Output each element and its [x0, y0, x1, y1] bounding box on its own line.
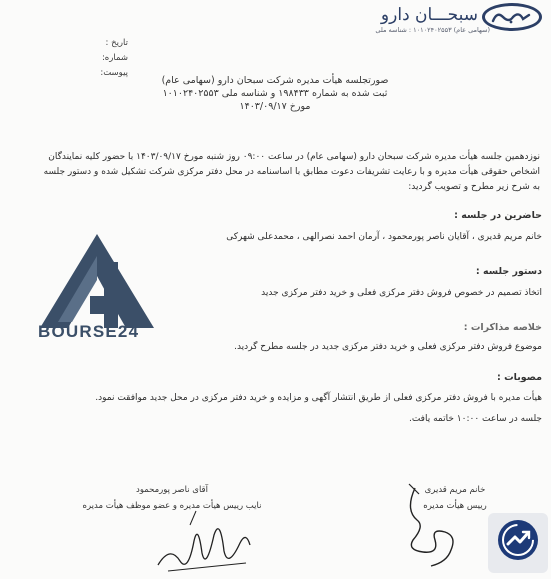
agenda-heading: دستور جلسه :	[475, 266, 542, 277]
attachment-label: پیوست:	[100, 68, 128, 78]
intro-line-1: نوزدهمین جلسه هیأت مدیره شرکت سبحان دارو (سهامی عام) در ساعت ۰۹:۰۰ روز شنبه مورخ ۱۴۰۳/۰۹/۱۷ با حضور کلیه نمایندگان	[48, 152, 540, 162]
bourse24-logo-icon	[38, 232, 156, 332]
signature-left-icon	[150, 505, 260, 577]
signatory-name-left: آقای ناصر پورمحمود	[136, 485, 208, 495]
company-logo-icon	[482, 3, 542, 31]
number-label: شماره:	[101, 53, 128, 63]
title-line-3: مورخ ۱۴۰۳/۰۹/۱۷	[239, 101, 311, 112]
attendees-names: خانم مریم قدیری ، آقایان ناصر پورمحمود ، آرمان احمد نصرالهی ، محمدعلی شهرکی	[226, 232, 542, 242]
document-title	[150, 74, 400, 113]
company-national-id: (سهامی عام) ۱۰۱۰۲۴۰۲۵۵۳ : شناسه ملی	[375, 26, 490, 34]
attendees-heading: حاضرین در جلسه :	[454, 210, 542, 221]
intro-line-2: اشخاص حقوقی هیأت مدیره و با رعایت تشریفات دعوت مطابق با اساسنامه در محل دفتر مرکزی شرکت تشکیل شده و دستور جلسه	[43, 167, 540, 177]
date-number-attachment-labels	[60, 36, 128, 81]
agenda-text: اتخاذ تصمیم در خصوص فروش دفتر مرکزی فعلی و خرید دفتر مرکزی جدید	[261, 288, 542, 298]
title-line-2: ثبت شده به شماره ۱۹۸۴۳۳ و شناسه ملی ۱۰۱۰۲۴۰۲۵۵۳	[162, 88, 388, 99]
intro-paragraph	[8, 150, 540, 195]
signature-right-icon	[395, 480, 475, 575]
company-name: سبحـــان دارو	[380, 5, 478, 25]
signatory-title-right: رییس هیأت مدیره	[423, 501, 487, 511]
intro-line-3: به شرح زیر مطرح و تصویب گردید:	[408, 182, 540, 192]
trend-badge-icon	[498, 520, 538, 560]
resolutions-heading: مصوبات :	[497, 372, 542, 383]
title-line-1: صورتجلسه هیأت مدیره شرکت سبحان دارو (سهامی عام)	[161, 75, 389, 86]
date-label: تاریخ :	[105, 38, 128, 48]
closing-text: جلسه در ساعت ۱۰:۰۰ خاتمه یافت.	[408, 414, 542, 424]
signatory-name-right: خانم مریم قدیری	[424, 485, 486, 495]
resolutions-text: هیأت مدیره با فروش دفتر مرکزی فعلی از طریق انتشار آگهی و مزایده و خرید دفتر مرکزی در محل جدید موافقت نمود.	[95, 393, 542, 403]
signatory-title-left: نایب رییس هیأت مدیره و عضو موظف هیأت مدیره	[82, 501, 262, 511]
bourse24-brand-text: BOURSE24	[38, 322, 140, 341]
summary-text: موضوع فروش دفتر مرکزی فعلی و خرید دفتر مرکزی جدید در جلسه مطرح گردید.	[234, 342, 542, 352]
summary-heading: خلاصه مذاکرات :	[463, 322, 542, 333]
